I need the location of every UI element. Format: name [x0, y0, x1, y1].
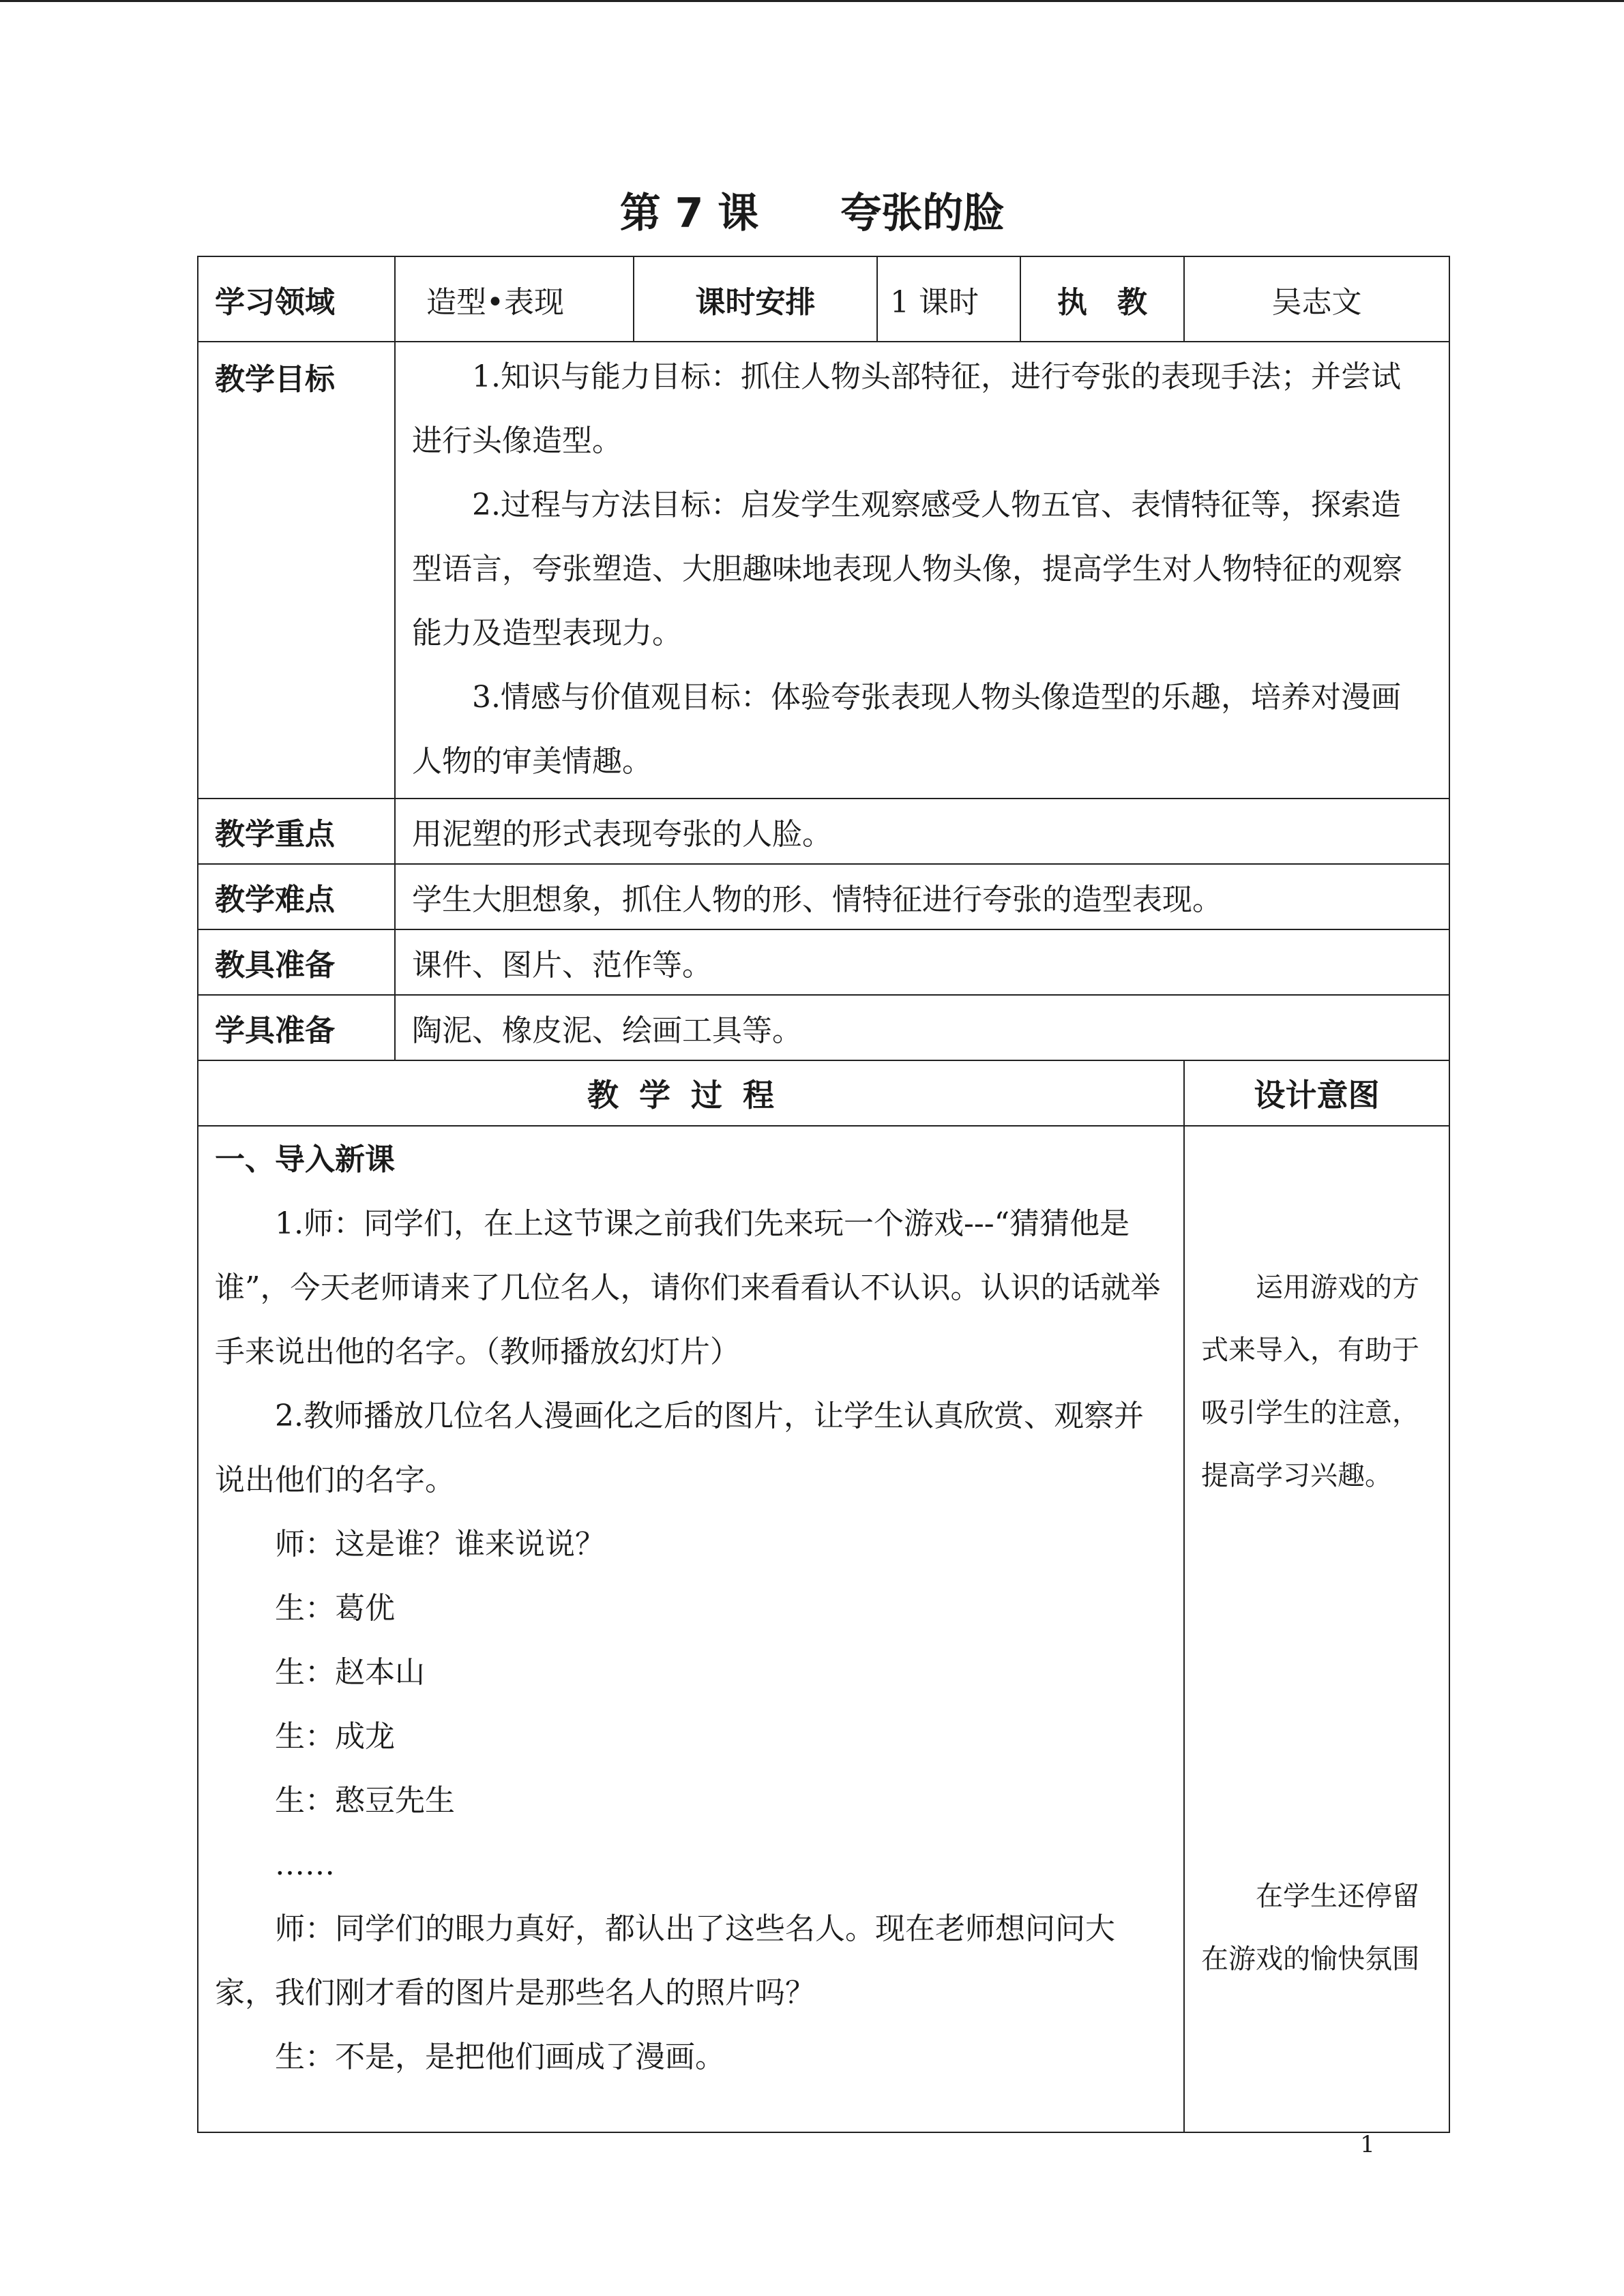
objective-item: 3.情感与价值观目标：体验夸张表现人物头像造型的乐趣，培养对漫画人物的审美情趣。 [412, 680, 1401, 779]
process-paragraph: 2.教师播放几位名人漫画化之后的图片，让学生认真欣赏、观察并说出他们的名字。 [215, 1399, 1144, 1497]
dialogue-line: 生：葛优 [275, 1591, 395, 1626]
difficulty-value: 学生大胆想象，抓住人物的形、情特征进行夸张的造型表现。 [395, 864, 1449, 929]
intent-note: 在学生还停留在游戏的愉快氛围 [1201, 1881, 1419, 1975]
process-content [198, 1126, 1184, 2132]
dialogue-line: 生：赵本山 [275, 1655, 425, 1690]
teacher-tools-value: 课件、图片、范作等。 [395, 929, 1449, 995]
lesson-number: 第 7 课 [619, 190, 759, 237]
dialogue-line: 师：这是谁？谁来说说？ [275, 1527, 605, 1562]
dialogue-line: 生：成龙 [275, 1719, 395, 1754]
objectives-label: 教学目标 [198, 342, 395, 799]
info-row [198, 256, 1449, 342]
dialogue-ellipsis: …… [275, 1847, 335, 1882]
domain-value: 造型•表现 [395, 256, 634, 342]
objectives-content [395, 342, 1449, 799]
student-tools-row [198, 995, 1449, 1060]
key-point-value: 用泥塑的形式表现夸张的人脸。 [395, 799, 1449, 864]
dialogue-line: 师：同学们的眼力真好，都认出了这些名人。现在老师想问问大家，我们刚才看的图片是那些名人的照片吗？ [215, 1911, 1115, 2010]
process-section-heading: 一、导入新课 [215, 1142, 395, 1177]
page-top-border [0, 0, 1624, 2]
domain-label: 学习领域 [198, 256, 395, 342]
teacher-value: 吴志文 [1184, 256, 1449, 342]
difficulty-label: 教学难点 [198, 864, 395, 929]
dialogue-line: 生：不是，是把他们画成了漫画。 [275, 2040, 725, 2074]
process-body-row [198, 1126, 1449, 2132]
process-header-row [198, 1060, 1449, 1126]
teacher-label: 执 教 [1020, 256, 1184, 342]
page-title [0, 183, 1624, 244]
intent-content [1184, 1126, 1449, 2132]
intent-header: 设计意图 [1184, 1060, 1449, 1126]
objective-item: 2.过程与方法目标：启发学生观察感受人物五官、表情特征等，探索造型语言，夸张塑造、大胆趣味地表现人物头像，提高学生对人物特征的观察能力及造型表现力。 [412, 488, 1402, 651]
teacher-tools-row [198, 929, 1449, 995]
student-tools-value: 陶泥、橡皮泥、绘画工具等。 [395, 995, 1449, 1060]
objective-item: 1.知识与能力目标：抓住人物头部特征，进行夸张的表现手法；并尝试进行头像造型。 [412, 359, 1401, 458]
objectives-row [198, 342, 1449, 799]
dialogue-line: 生：憨豆先生 [275, 1783, 455, 1818]
key-point-row [198, 799, 1449, 864]
intent-note: 运用游戏的方式来导入，有助于吸引学生的注意，提高学习兴趣。 [1201, 1272, 1419, 1491]
key-point-label: 教学重点 [198, 799, 395, 864]
lesson-name: 夸张的脸 [840, 190, 1005, 237]
teacher-tools-label: 教具准备 [198, 929, 395, 995]
process-paragraph: 1.师：同学们，在上这节课之前我们先来玩一个游戏---“猜猜他是谁”，今天老师请来了几位名人，请你们来看看认不认识。认识的话就举手来说出他的名字。（教师播放幻灯片） [215, 1206, 1161, 1369]
process-header: 教学过程 [198, 1060, 1184, 1126]
difficulty-row [198, 864, 1449, 929]
student-tools-label: 学具准备 [198, 995, 395, 1060]
hours-value: 1 课时 [877, 256, 1020, 342]
hours-label: 课时安排 [634, 256, 877, 342]
page-number: 1 [1360, 2131, 1375, 2158]
lesson-plan-table [197, 256, 1450, 2133]
